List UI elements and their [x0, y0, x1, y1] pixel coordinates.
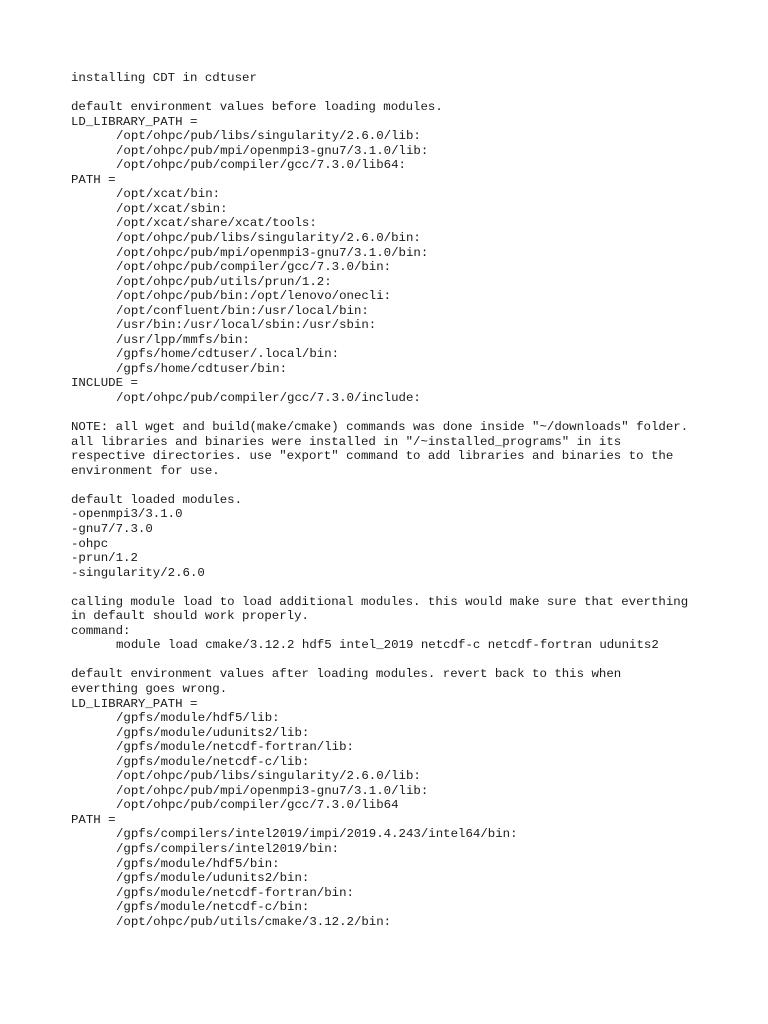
text-line: /opt/ohpc/pub/mpi/openmpi3-gnu7/3.1.0/bin: [116, 245, 429, 260]
text-line: calling module load to load additional modules. this would make sure that everthing [71, 594, 689, 609]
blank-line [71, 478, 711, 493]
text-line: /usr/lpp/mmfs/bin: [116, 332, 250, 347]
text-line: /gpfs/home/cdtuser/bin: [116, 361, 288, 376]
text-line: PATH = [71, 812, 116, 827]
text-line: /gpfs/module/hdf5/bin: [116, 856, 280, 871]
text-line: /gpfs/compilers/intel2019/bin: [116, 841, 340, 856]
text-line: default environment values before loading modules. [71, 100, 443, 115]
text-line: /opt/ohpc/pub/compiler/gcc/7.3.0/include: [116, 391, 421, 406]
text-line: /opt/confluent/bin:/usr/local/bin: [116, 303, 369, 318]
text-line: environment for use. [71, 463, 220, 478]
text-line: default loaded modules. [71, 492, 243, 507]
text-line: respective directories. use "export" command to add libraries and binaries to the [71, 449, 674, 464]
text-line: command: [71, 623, 131, 638]
text-line: /opt/ohpc/pub/libs/singularity/2.6.0/lib: [116, 129, 421, 144]
text-line: -prun/1.2 [71, 551, 138, 566]
text-line: /opt/xcat/sbin: [116, 201, 228, 216]
text-line: /opt/xcat/bin: [116, 187, 221, 202]
blank-line [71, 406, 711, 421]
text-line: in default should work properly. [71, 609, 309, 624]
text-line: /opt/ohpc/pub/utils/prun/1.2: [116, 274, 332, 289]
blank-line [71, 86, 711, 101]
text-line: -singularity/2.6.0 [71, 565, 205, 580]
text-line: /opt/ohpc/pub/compiler/gcc/7.3.0/lib64: [116, 158, 406, 173]
blank-line [71, 653, 711, 668]
text-line: /gpfs/module/netcdf-c/lib: [116, 754, 310, 769]
text-line: LD_LIBRARY_PATH = [71, 114, 198, 129]
text-line: /opt/xcat/share/xcat/tools: [116, 216, 317, 231]
text-line: /usr/bin:/usr/local/sbin:/usr/sbin: [116, 318, 377, 333]
text-line: /gpfs/module/netcdf-fortran/lib: [116, 740, 354, 755]
text-line: /opt/ohpc/pub/compiler/gcc/7.3.0/lib64 [116, 798, 399, 813]
text-line: -openmpi3/3.1.0 [71, 507, 183, 522]
text-line: -ohpc [71, 536, 109, 551]
text-line: PATH = [71, 172, 116, 187]
text-line: /opt/ohpc/pub/mpi/openmpi3-gnu7/3.1.0/lib: [116, 143, 429, 158]
text-line: INCLUDE = [71, 376, 138, 391]
text-line: -gnu7/7.3.0 [71, 521, 153, 536]
document-body [71, 71, 711, 929]
text-line: /opt/ohpc/pub/mpi/openmpi3-gnu7/3.1.0/lib: [116, 783, 429, 798]
text-line: /gpfs/module/udunits2/bin: [116, 871, 310, 886]
text-line: /gpfs/module/udunits2/lib: [116, 725, 310, 740]
text-line: /gpfs/home/cdtuser/.local/bin: [116, 347, 340, 362]
text-line: installing CDT in cdtuser [71, 71, 257, 85]
text-line: module load cmake/3.12.2 hdf5 intel_2019 netcdf-c netcdf-fortran udunits2 [116, 638, 659, 653]
text-line: /opt/ohpc/pub/compiler/gcc/7.3.0/bin: [116, 260, 392, 275]
text-line: /opt/ohpc/pub/libs/singularity/2.6.0/bin: [116, 231, 421, 246]
text-line: /opt/ohpc/pub/utils/cmake/3.12.2/bin: [116, 914, 392, 929]
text-line: /opt/ohpc/pub/bin:/opt/lenovo/onecli: [116, 289, 392, 304]
text-line: /gpfs/compilers/intel2019/impi/2019.4.243/intel64/bin: [116, 827, 518, 842]
text-line: LD_LIBRARY_PATH = [71, 696, 198, 711]
text-line: /gpfs/module/netcdf-c/bin: [116, 900, 310, 915]
text-line: all libraries and binaries were installed in "/~installed_programs" in its [71, 434, 622, 449]
text-line: NOTE: all wget and build(make/cmake) commands was done inside "~/downloads" folder. [71, 420, 689, 435]
text-line: /gpfs/module/netcdf-fortran/bin: [116, 885, 354, 900]
blank-line [71, 580, 711, 595]
text-line: /opt/ohpc/pub/libs/singularity/2.6.0/lib: [116, 769, 421, 784]
text-line: default environment values after loading modules. revert back to this when [71, 667, 622, 682]
text-line: /gpfs/module/hdf5/lib: [116, 711, 280, 726]
text-line: everthing goes wrong. [71, 681, 228, 696]
